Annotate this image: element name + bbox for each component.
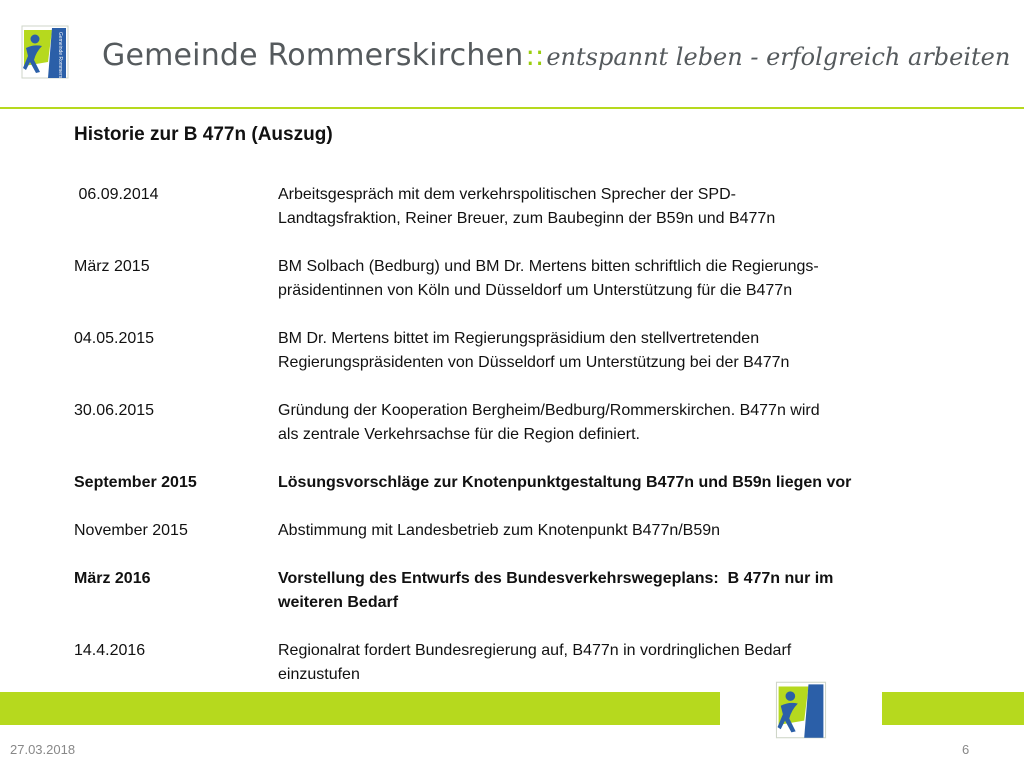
timeline-entry [74, 471, 934, 495]
logo [18, 22, 72, 82]
entry-date: März 2016 [74, 570, 151, 587]
footer-logo [772, 678, 830, 742]
entry-text [278, 639, 934, 687]
entry-line: Gründung der Kooperation Bergheim/Bedburg/Rommerskirchen. B477n wird [278, 402, 820, 419]
entry-text [278, 471, 934, 495]
timeline-entry [74, 519, 934, 543]
page-number: 6 [962, 742, 970, 757]
entry-line: Landtagsfraktion, Reiner Breuer, zum Baubeginn der B59n und B477n [278, 210, 776, 227]
entry-line: BM Dr. Mertens bittet im Regierungspräsidium den stellvertretenden [278, 330, 760, 347]
footer-date: 27.03.2018 [10, 742, 76, 757]
slide-title: Historie zur B 477n (Auszug) [74, 124, 333, 145]
entry-text [278, 519, 934, 543]
footer-bar-right [882, 692, 1024, 725]
entry-text [278, 183, 934, 231]
entry-line: als zentrale Verkehrsachse für die Region definiert. [278, 426, 640, 443]
timeline-entry [74, 255, 934, 303]
entry-line: weiteren Bedarf [278, 594, 399, 611]
entry-date: 30.06.2015 [74, 402, 155, 419]
entry-line: BM Solbach (Bedburg) und BM Dr. Mertens bitten schriftlich die Regierungs- [278, 258, 819, 275]
entry-line: Vorstellung des Entwurfs des Bundesverkehrswegeplans: B 477n nur im [278, 570, 834, 587]
brand-separator: :: [525, 39, 545, 72]
entry-line: Lösungsvorschläge zur Knotenpunktgestaltung B477n und B59n liegen vor [278, 474, 852, 491]
footer-bar-left [0, 692, 720, 725]
entry-date: 14.4.2016 [74, 642, 146, 659]
entry-date: November 2015 [74, 522, 188, 539]
timeline-entry [74, 567, 934, 615]
brand-tagline: entspannt leben - erfolgreich arbeiten [546, 43, 1011, 71]
header-divider [0, 107, 1024, 109]
entry-date: 06.09.2014 [74, 186, 159, 203]
entry-line: Arbeitsgespräch mit dem verkehrspolitischen Sprecher der SPD- [278, 186, 736, 203]
entry-line: präsidentinnen von Köln und Düsseldorf um Unterstützung für die B477n [278, 282, 793, 299]
entry-text [278, 567, 934, 615]
header-title [102, 38, 1011, 90]
entry-line: Regionalrat fordert Bundesregierung auf, B477n in vordringlichen Bedarf [278, 642, 792, 659]
brand-name: Gemeinde Rommerskirchen [102, 38, 524, 73]
timeline-entry [74, 399, 934, 447]
entry-line: Abstimmung mit Landesbetrieb zum Knotenpunkt B477n/B59n [278, 522, 721, 539]
entry-line: Regierungspräsidenten von Düsseldorf um Unterstützung bei der B477n [278, 354, 790, 371]
entry-line: einzustufen [278, 666, 360, 683]
logo-vertical-text: Gemeinde Rommerskirchen [57, 32, 63, 82]
entry-text [278, 255, 934, 303]
entry-text [278, 327, 934, 375]
timeline [74, 183, 934, 711]
entry-date: September 2015 [74, 474, 197, 491]
timeline-entry [74, 183, 934, 231]
entry-date: März 2015 [74, 258, 150, 275]
entry-date: 04.05.2015 [74, 330, 155, 347]
entry-text [278, 399, 934, 447]
timeline-entry [74, 327, 934, 375]
